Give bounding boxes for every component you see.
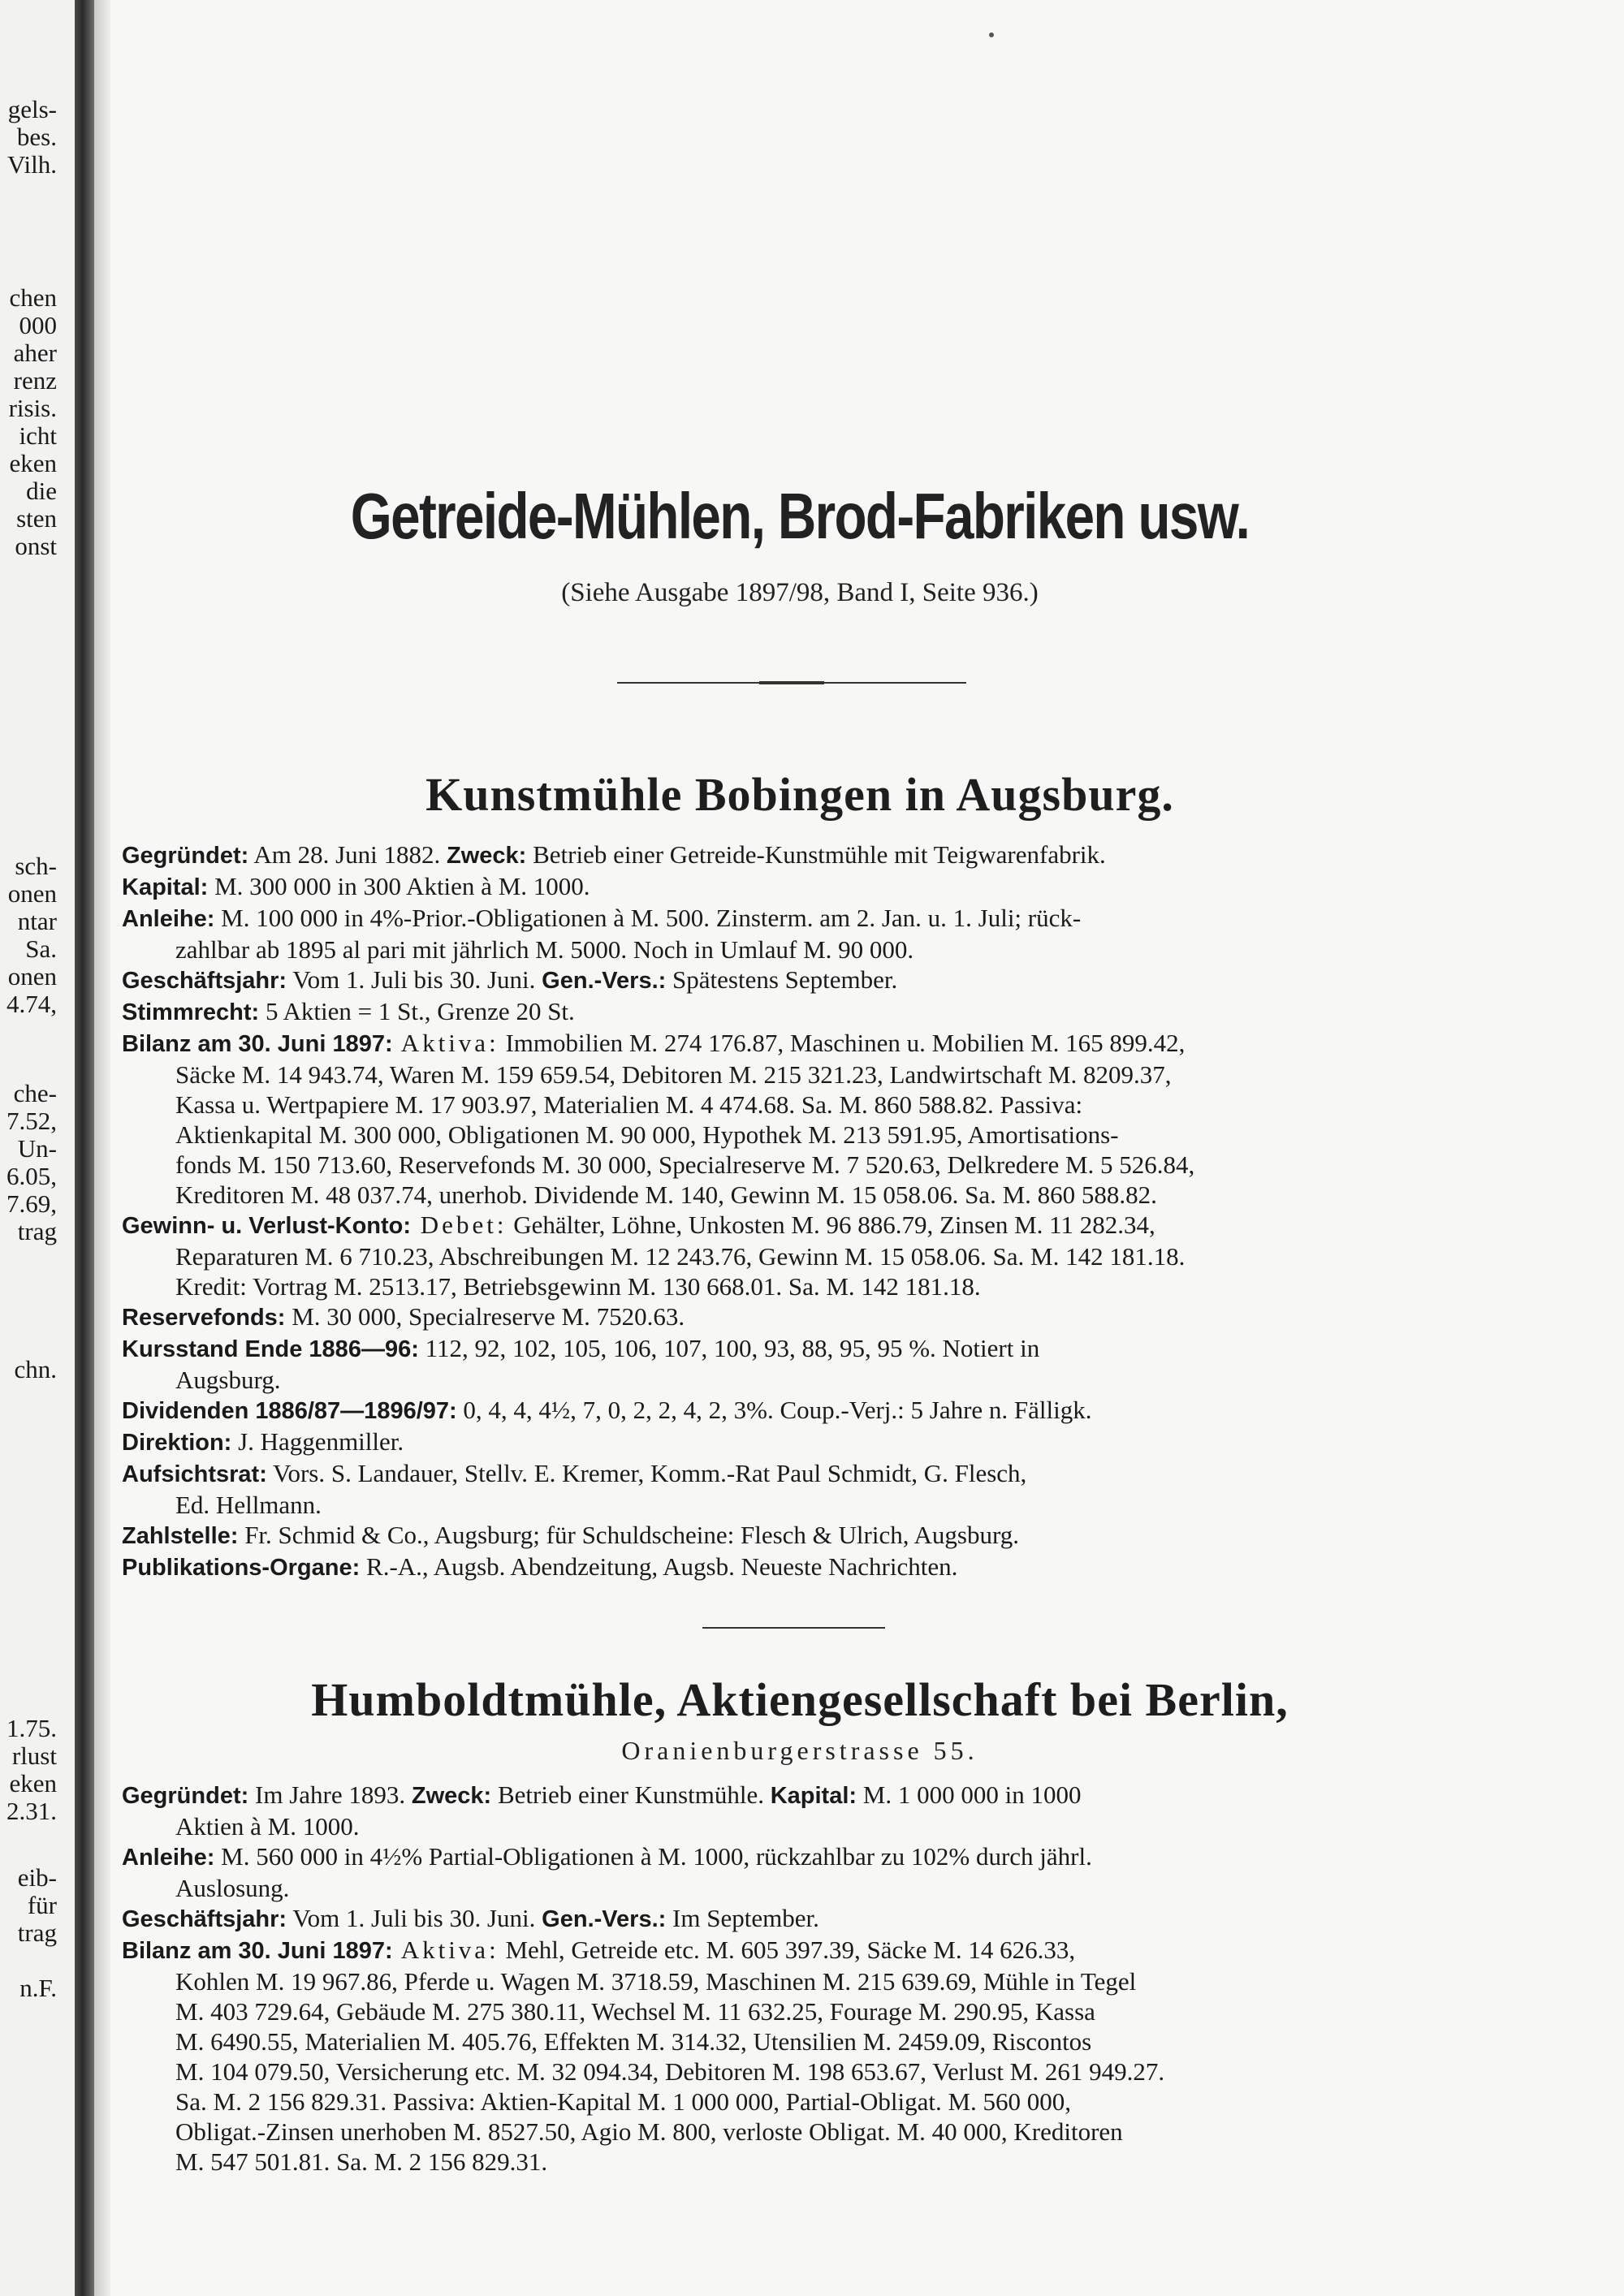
margin-fragment: 2.31. — [6, 1798, 57, 1825]
margin-fragment: che- — [13, 1080, 57, 1107]
entry-line — [122, 1490, 1470, 1520]
field-text: Betrieb einer Kunstmühle. — [491, 1780, 771, 1809]
company-title-2: Humboldtmühle, Aktiengesellschaft bei Berlin, — [311, 1673, 1289, 1726]
field-label: Geschäftsjahr: — [122, 1906, 287, 1932]
margin-fragment: chen — [9, 284, 57, 312]
field-label: Gen.-Vers.: — [542, 1906, 667, 1932]
field-text: Im September. — [666, 1904, 819, 1932]
field-text: 112, 92, 102, 105, 106, 107, 100, 93, 88, 95, 95 %. Notiert in — [418, 1334, 1040, 1362]
margin-fragment: onen — [7, 963, 57, 990]
company-address-2: Oranienburgerstrasse 55. — [621, 1736, 978, 1765]
field-label: Gen.-Vers.: — [542, 968, 667, 994]
field-label: Gewinn- u. Verlust-Konto: — [122, 1213, 412, 1239]
section-divider-center — [759, 681, 824, 684]
margin-fragment: ntar — [17, 908, 57, 935]
margin-fragment: aher — [13, 339, 57, 367]
margin-fragment: 6.05, — [6, 1163, 57, 1190]
entry-line — [122, 2117, 1470, 2147]
entry-line — [122, 1873, 1470, 1903]
adjacent-page-strip — [0, 0, 75, 2296]
margin-fragment: Un- — [17, 1135, 57, 1163]
margin-fragment: chn. — [14, 1356, 57, 1383]
entry-line — [122, 1903, 1470, 1935]
field-text: R.-A., Augsb. Abendzeitung, Augsb. Neueste Nachrichten. — [360, 1552, 958, 1581]
field-text: Kreditoren M. 48 037.74, unerhob. Dividende M. 140, Gewinn M. 15 058.06. Sa. M. 860 588.82. — [175, 1180, 1157, 1209]
section-subtitle: (Siehe Ausgabe 1897/98, Band I, Seite 936.) — [561, 578, 1039, 607]
field-text: Aktien à M. 1000. — [175, 1812, 360, 1841]
field-label: Zweck: — [447, 843, 527, 869]
section-title: Getreide-Mühlen, Brod-Fabriken usw. — [350, 480, 1250, 552]
entry-line — [122, 1966, 1470, 1996]
speck — [989, 32, 994, 37]
entry-line — [122, 1060, 1470, 1090]
field-text: Auslosung. — [175, 1874, 290, 1902]
field-sublabel: Aktiva: — [392, 1936, 499, 1964]
entry-line — [122, 839, 1470, 871]
book-gutter-highlight — [94, 0, 110, 2296]
field-label: Aufsichtsrat: — [122, 1461, 267, 1487]
margin-fragment: 4.74, — [6, 990, 57, 1018]
field-text: Sa. M. 2 156 829.31. Passiva: Aktien-Kapital M. 1 000 000, Partial-Obligat. M. 560 000, — [175, 2087, 1072, 2116]
margin-fragment: renz — [13, 367, 57, 395]
margin-fragment: eken — [9, 450, 57, 477]
field-text: Kassa u. Wertpapiere M. 17 903.97, Materialien M. 4 474.68. Sa. M. 860 588.82. Passiva: — [175, 1090, 1083, 1119]
company-entry-1 — [122, 839, 1470, 1583]
margin-fragment: sch- — [15, 852, 57, 880]
field-text: Kohlen M. 19 967.86, Pferde u. Wagen M. 3718.59, Maschinen M. 215 639.69, Mühle in Tegel — [175, 1967, 1137, 1996]
field-label: Stimmrecht: — [122, 999, 260, 1025]
entry-line — [122, 1365, 1470, 1395]
margin-fragment: Vilh. — [6, 151, 57, 179]
field-text: Säcke M. 14 943.74, Waren M. 159 659.54, Debitoren M. 215 321.23, Landwirtschaft M. 8209.37, — [175, 1060, 1172, 1089]
field-text: M. 300 000 in 300 Aktien à M. 1000. — [208, 872, 590, 900]
entry-line — [122, 1333, 1470, 1365]
field-text: Reparaturen M. 6 710.23, Abschreibungen M. 12 243.76, Gewinn M. 15 058.06. Sa. M. 142 181.18. — [175, 1242, 1186, 1271]
field-label: Anleihe: — [122, 906, 215, 932]
entry-line — [122, 2087, 1470, 2117]
margin-fragment: 7.69, — [6, 1190, 57, 1218]
entry-line — [122, 871, 1470, 903]
field-label: Bilanz am 30. Juni 1897: — [122, 1031, 393, 1057]
company-title-1: Kunstmühle Bobingen in Augsburg. — [425, 768, 1174, 821]
margin-fragment: onst — [15, 533, 57, 560]
entry-line — [122, 1935, 1470, 1966]
field-text: M. 560 000 in 4½% Partial-Obligationen à M. 1000, rückzahlbar zu 102% durch jährl. — [214, 1842, 1092, 1871]
field-label: Direktion: — [122, 1430, 232, 1456]
margin-fragment: die — [26, 477, 57, 505]
entry-line — [122, 1552, 1470, 1583]
field-label: Reservefonds: — [122, 1305, 286, 1331]
margin-fragment: risis. — [8, 395, 57, 422]
margin-fragment: trag — [17, 1919, 57, 1947]
margin-fragment: gels- — [7, 96, 57, 123]
field-label: Kursstand Ende 1886—96: — [122, 1336, 419, 1362]
field-text: Fr. Schmid & Co., Augsburg; für Schuldscheine: Flesch & Ulrich, Augsburg. — [238, 1521, 1019, 1549]
field-text: Kredit: Vortrag M. 2513.17, Betriebsgewinn M. 130 668.01. Sa. M. 142 181.18. — [175, 1272, 981, 1301]
margin-fragment: onen — [7, 880, 57, 908]
entry-line — [122, 903, 1470, 934]
field-text: Am 28. Juni 1882. — [248, 840, 447, 869]
field-text: Spätestens September. — [666, 965, 898, 994]
field-label: Kapital: — [770, 1783, 857, 1809]
field-text: zahlbar ab 1895 al pari mit jährlich M. 5000. Noch in Umlauf M. 90 000. — [175, 935, 914, 964]
field-text: Vors. S. Landauer, Stellv. E. Kremer, Komm.-Rat Paul Schmidt, G. Flesch, — [266, 1459, 1027, 1487]
book-gutter-shadow — [75, 0, 94, 2296]
entry-line — [122, 1811, 1470, 1841]
field-text: Ed. Hellmann. — [175, 1491, 322, 1519]
field-text: fonds M. 150 713.60, Reservefonds M. 30 000, Specialreserve M. 7 520.63, Delkredere M. 5 526.84, — [175, 1150, 1195, 1179]
margin-fragment: 1.75. — [6, 1715, 57, 1742]
entry-line — [122, 1458, 1470, 1490]
field-label: Bilanz am 30. Juni 1897: — [122, 1938, 393, 1964]
margin-fragment: für — [27, 1892, 57, 1919]
field-text: Vom 1. Juli bis 30. Juni. — [287, 965, 542, 994]
field-text: Vom 1. Juli bis 30. Juni. — [287, 1904, 542, 1932]
field-text: J. Haggenmiller. — [231, 1427, 404, 1456]
entry-line — [122, 1028, 1470, 1060]
field-text: M. 30 000, Specialreserve M. 7520.63. — [285, 1302, 685, 1331]
margin-fragment: eib- — [17, 1864, 57, 1892]
field-text: Im Jahre 1893. — [248, 1780, 412, 1809]
field-text: M. 403 729.64, Gebäude M. 275 380.11, Wechsel M. 11 632.25, Fourage M. 290.95, Kassa — [175, 1997, 1095, 2026]
margin-fragment: Sa. — [25, 935, 57, 963]
field-sublabel: Debet: — [411, 1211, 508, 1239]
field-text: M. 547 501.81. Sa. M. 2 156 829.31. — [175, 2147, 548, 2176]
field-label: Geschäftsjahr: — [122, 968, 287, 994]
entry-line — [122, 2056, 1470, 2087]
company-divider — [702, 1627, 885, 1629]
field-text: Immobilien M. 274 176.87, Maschinen u. Mobilien M. 165 899.42, — [499, 1029, 1186, 1057]
field-text: Obligat.-Zinsen unerhoben M. 8527.50, Agio M. 800, verloste Obligat. M. 40 000, Kreditoren — [175, 2117, 1123, 2146]
field-text: M. 104 079.50, Versicherung etc. M. 32 094.34, Debitoren M. 198 653.67, Verlust M. 261 949.27. — [175, 2057, 1165, 2086]
field-label: Gegründet: — [122, 1783, 249, 1809]
entry-line — [122, 1841, 1470, 1873]
field-text: Betrieb einer Getreide-Kunstmühle mit Teigwarenfabrik. — [526, 840, 1106, 869]
margin-fragment: n.F. — [19, 1974, 57, 2002]
entry-line — [122, 965, 1470, 996]
field-text: M. 100 000 in 4%-Prior.-Obligationen à M. 500. Zinsterm. am 2. Jan. u. 1. Juli; rück- — [214, 904, 1082, 932]
entry-line — [122, 1395, 1470, 1426]
entry-line — [122, 934, 1470, 965]
entry-line — [122, 1180, 1470, 1210]
entry-line — [122, 1090, 1470, 1120]
field-text: 0, 4, 4, 4½, 7, 0, 2, 2, 4, 2, 3%. Coup.-Verj.: 5 Jahre n. Fälligk. — [456, 1396, 1092, 1424]
margin-fragment: trag — [17, 1218, 57, 1245]
entry-line — [122, 1271, 1470, 1301]
entry-line — [122, 2026, 1470, 2056]
field-label: Gegründet: — [122, 843, 249, 869]
field-label: Kapital: — [122, 874, 209, 900]
field-sublabel: Aktiva: — [392, 1029, 499, 1057]
entry-line — [122, 1120, 1470, 1150]
field-text: M. 6490.55, Materialien M. 405.76, Effekten M. 314.32, Utensilien M. 2459.09, Riscontos — [175, 2027, 1092, 2056]
field-label: Anleihe: — [122, 1845, 215, 1871]
field-label: Publikations-Organe: — [122, 1555, 361, 1581]
margin-fragment: bes. — [16, 123, 57, 151]
field-text: Aktienkapital M. 300 000, Obligationen M. 90 000, Hypothek M. 213 591.95, Amortisations- — [175, 1120, 1119, 1149]
field-text: M. 1 000 000 in 1000 — [857, 1780, 1082, 1809]
field-text: 5 Aktien = 1 St., Grenze 20 St. — [259, 997, 575, 1025]
margin-fragment: eken — [9, 1770, 57, 1798]
entry-line — [122, 2147, 1470, 2177]
margin-fragment: 000 — [19, 312, 57, 339]
entry-line — [122, 1301, 1470, 1333]
entry-line — [122, 1996, 1470, 2026]
entry-line — [122, 1426, 1470, 1458]
entry-line — [122, 996, 1470, 1028]
entry-line — [122, 1150, 1470, 1180]
field-text: Gehälter, Löhne, Unkosten M. 96 886.79, Zinsen M. 11 282.34, — [507, 1211, 1155, 1239]
margin-fragment: rlust — [11, 1742, 57, 1770]
field-label: Dividenden 1886/87—1896/97: — [122, 1398, 457, 1424]
company-entry-2 — [122, 1780, 1470, 2177]
entry-line — [122, 1241, 1470, 1271]
margin-fragment: icht — [19, 422, 57, 450]
margin-fragment: sten — [16, 505, 57, 533]
entry-line — [122, 1520, 1470, 1552]
field-label: Zahlstelle: — [122, 1523, 239, 1549]
field-text: Augsburg. — [175, 1366, 281, 1394]
entry-line — [122, 1780, 1470, 1811]
field-text: Mehl, Getreide etc. M. 605 397.39, Säcke M. 14 626.33, — [499, 1936, 1076, 1964]
margin-fragment: 7.52, — [6, 1107, 57, 1135]
entry-line — [122, 1210, 1470, 1241]
field-label: Zweck: — [411, 1783, 492, 1809]
